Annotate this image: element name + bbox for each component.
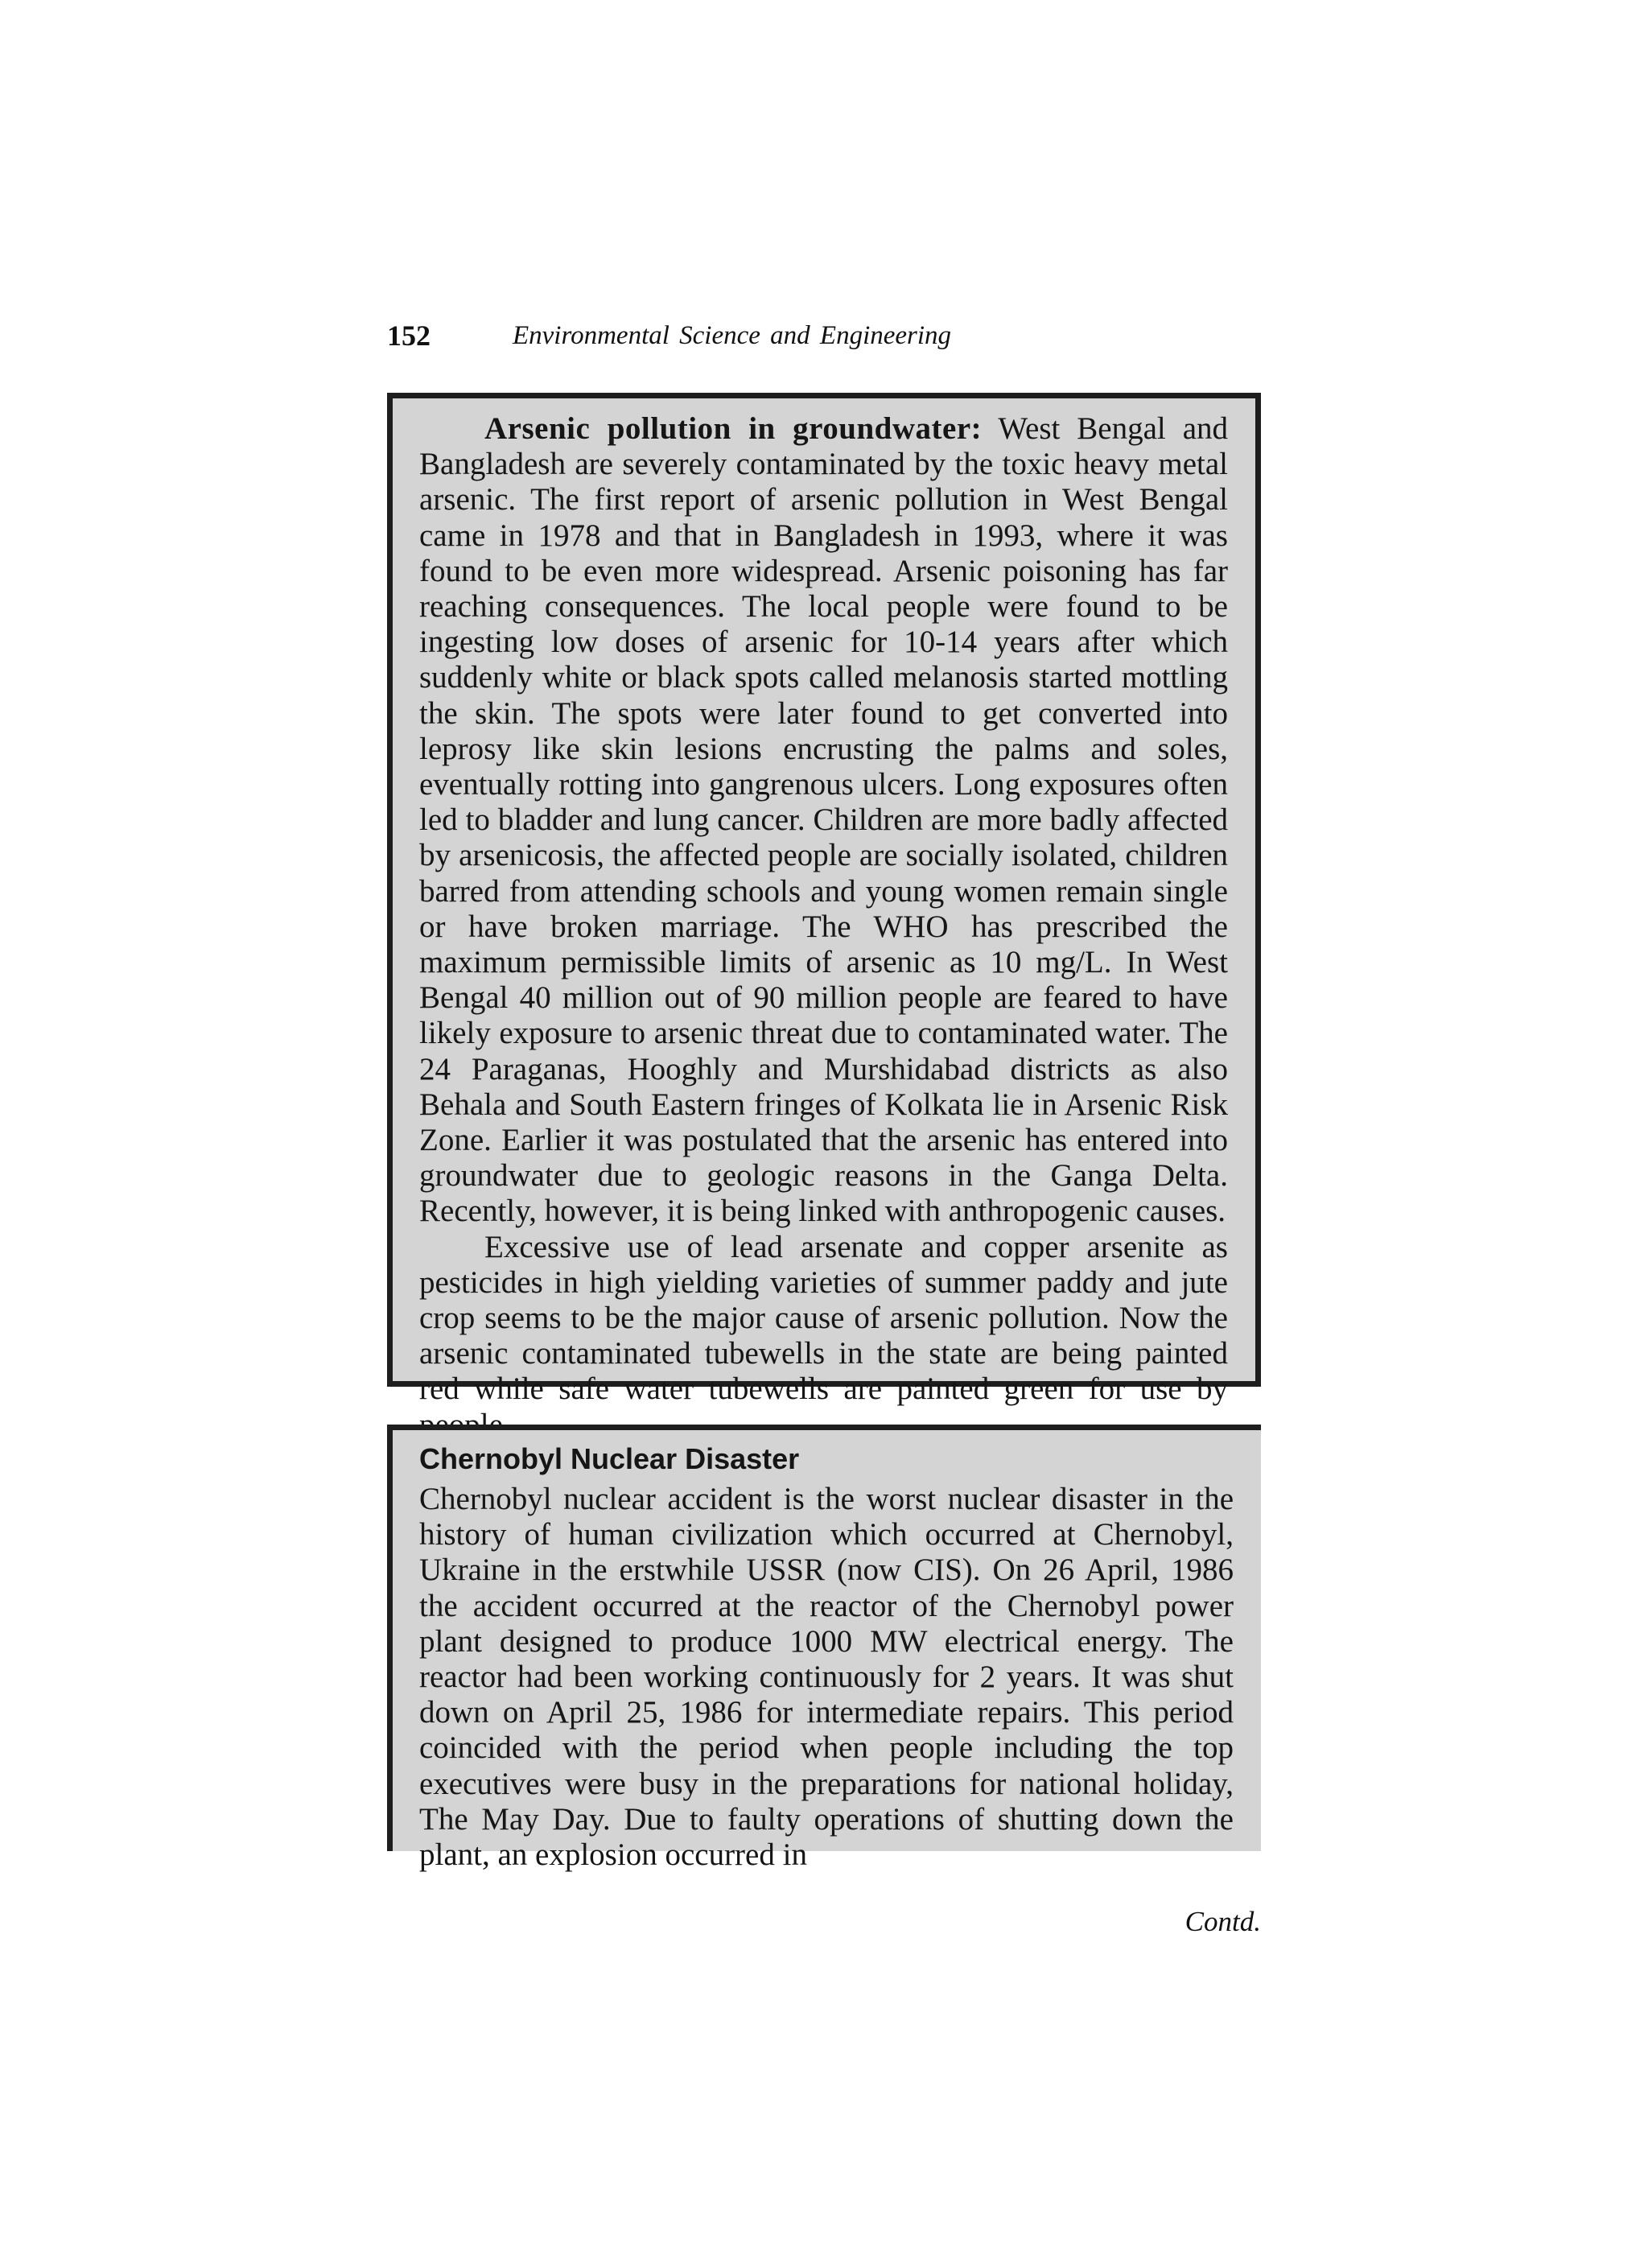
chernobyl-heading: Chernobyl Nuclear Disaster	[419, 1442, 800, 1475]
arsenic-paragraph-1	[419, 411, 1228, 1230]
arsenic-paragraph-1-body: West Bengal and Bangladesh are severely contaminated by the toxic heavy metal arsenic. The first report of arsenic pollution in West Bengal came in 1978 and that in Bangladesh in 1993, where it was found to be even more widespread. Arsenic poisoning has far reaching consequences. The local people were found to be ingesting low doses of arsenic for 10-14 years after which suddenly white or black spots called melanosis started mottling the skin. The spots were later found to get converted into leprosy like skin lesions encrusting the palms and soles, eventually rotting into gangrenous ulcers. Long exposures often led to bladder and lung cancer. Children are more badly affected by arsenicosis, the affected people are socially isolated, children barred from attending schools and young women remain single or have broken marriage. The WHO has prescribed the maximum permissible limits of arsenic as 10 mg/L. In West Bengal 40 million out of 90 million people are feared to have likely exposure to arsenic threat due to contaminated water. The 24 Paraganas, Hooghly and Murshidabad districts as also Behala and South Eastern fringes of Kolkata lie in Arsenic Risk Zone. Earlier it was postulated that the arsenic has entered into groundwater due to geologic reasons in the Ganga Delta. Recently, however, it is being linked with anthropogenic causes.	[419, 411, 1228, 1229]
page-number: 152	[387, 320, 431, 352]
chernobyl-paragraph: Chernobyl nuclear accident is the worst nuclear disaster in the history of human civilization which occurred at Chernobyl, Ukraine in the erstwhile USSR (now CIS). On 26 April, 1986 the accident occurred at the reactor of the Chernobyl power plant designed to produce 1000 MW electrical energy. The reactor had been working continuously for 2 years. It was shut down on April 25, 1986 for intermediate repairs. This period coincided with the period when people including the top executives were busy in the preparations for national holiday, The May Day. Due to faulty operations of shutting down the plant, an explosion occurred in	[419, 1482, 1234, 1873]
arsenic-lead-in: Arsenic pollution in groundwater:	[484, 411, 983, 446]
book-title: Environmental Science and Engineering	[513, 321, 952, 350]
chernobyl-box	[387, 1425, 1261, 1873]
continued-marker: Contd.	[1184, 1906, 1261, 1937]
arsenic-pollution-box	[387, 393, 1261, 1407]
arsenic-paragraph-2: Excessive use of lead arsenate and copper arsenite as pesticides in high yielding varieties of summer paddy and jute crop seems to be the major cause of arsenic pollution. Now the arsenic contaminated tubewells in the state are being painted red while safe water tubewells are painted green for use by	[419, 1229, 1228, 1407]
running-header	[387, 319, 1261, 359]
